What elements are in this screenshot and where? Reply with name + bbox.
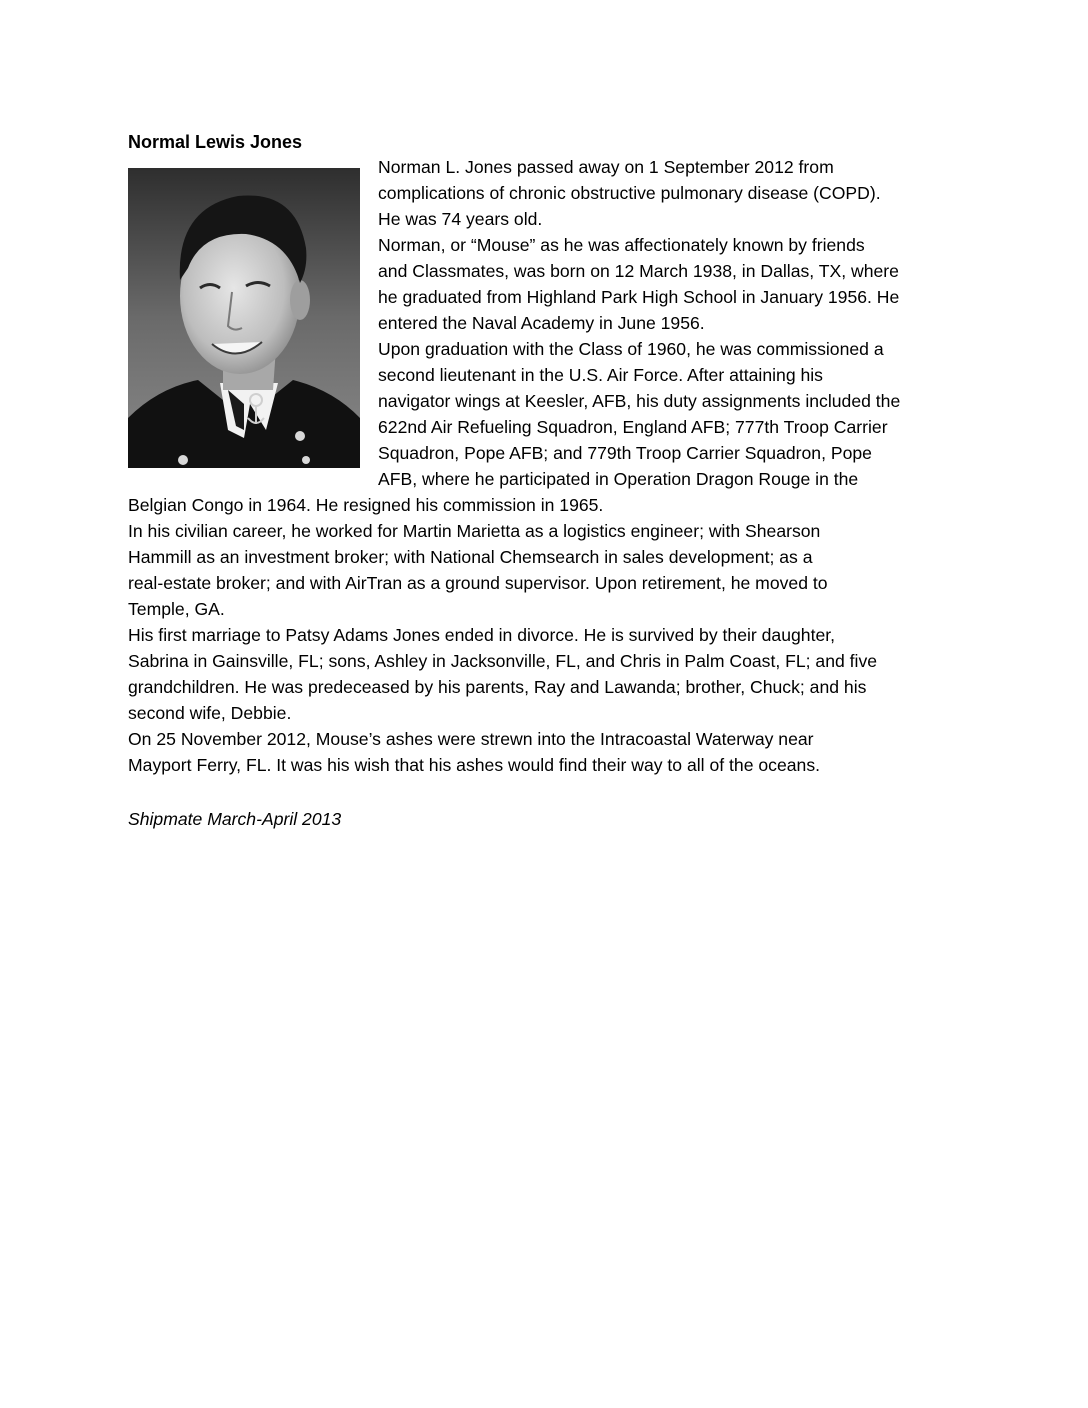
text-line: Temple, GA. bbox=[128, 599, 225, 619]
text-line: His first marriage to Patsy Adams Jones ended in divorce. He is survived by their daughter, bbox=[128, 625, 836, 645]
text-line: Mayport Ferry, FL. It was his wish that his ashes would find their way to all of the oceans. bbox=[128, 755, 820, 775]
text-line: second lieutenant in the U.S. Air Force. After attaining his bbox=[378, 365, 823, 385]
text-line: 622nd Air Refueling Squadron, England AFB; 777th Troop Carrier bbox=[378, 417, 888, 437]
text-line: complications of chronic obstructive pulmonary disease (COPD). bbox=[378, 183, 881, 203]
obituary-full-width-text bbox=[128, 492, 877, 778]
text-line: Hammill as an investment broker; with National Chemsearch in sales development; as a bbox=[128, 547, 813, 567]
text-line: In his civilian career, he worked for Martin Marietta as a logistics engineer; with Shearson bbox=[128, 521, 821, 541]
text-line: navigator wings at Keesler, AFB, his duty assignments included the bbox=[378, 391, 901, 411]
portrait-photo bbox=[128, 168, 360, 468]
text-line: Belgian Congo in 1964. He resigned his commission in 1965. bbox=[128, 495, 604, 515]
text-line: and Classmates, was born on 12 March 1938, in Dallas, TX, where bbox=[378, 261, 899, 281]
text-line: Squadron, Pope AFB; and 779th Troop Carrier Squadron, Pope bbox=[378, 443, 872, 463]
text-line: He was 74 years old. bbox=[378, 209, 543, 229]
text-line: On 25 November 2012, Mouse’s ashes were strewn into the Intracoastal Waterway near bbox=[128, 729, 814, 749]
publication-signoff: Shipmate March-April 2013 bbox=[128, 809, 342, 829]
text-line: grandchildren. He was predeceased by his parents, Ray and Lawanda; brother, Chuck; and his bbox=[128, 677, 867, 697]
text-line: second wife, Debbie. bbox=[128, 703, 292, 723]
text-line: Upon graduation with the Class of 1960, he was commissioned a bbox=[378, 339, 884, 359]
text-line: Sabrina in Gainsville, FL; sons, Ashley in Jacksonville, FL, and Chris in Palm Coast, FL; and five bbox=[128, 651, 878, 671]
obituary-wrapped-text bbox=[378, 154, 900, 492]
text-line: AFB, where he participated in Operation Dragon Rouge in the bbox=[378, 469, 859, 489]
text-line: entered the Naval Academy in June 1956. bbox=[378, 313, 705, 333]
text-line: real-estate broker; and with AirTran as a ground supervisor. Upon retirement, he moved to bbox=[128, 573, 828, 593]
text-line: Norman, or “Mouse” as he was affectionately known by friends bbox=[378, 235, 865, 255]
document-title: Normal Lewis Jones bbox=[128, 132, 303, 152]
text-line: Norman L. Jones passed away on 1 September 2012 from bbox=[378, 157, 834, 177]
text-line: he graduated from Highland Park High School in January 1956. He bbox=[378, 287, 900, 307]
